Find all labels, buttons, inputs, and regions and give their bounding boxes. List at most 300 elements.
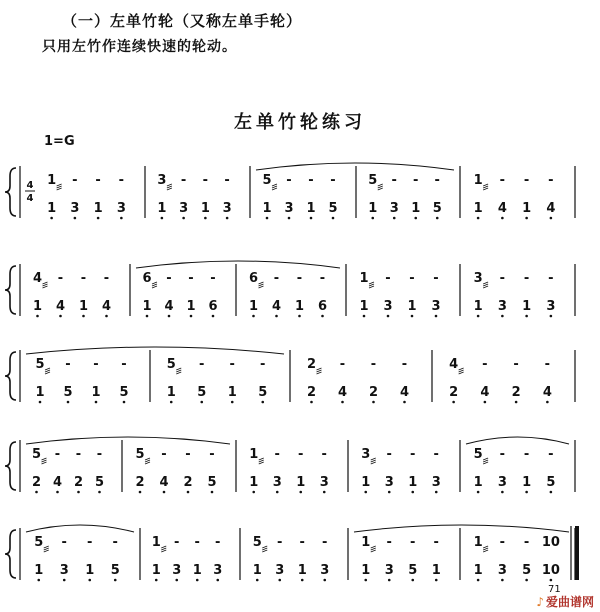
bass-note: 1 (473, 299, 483, 314)
dash-extend: - (386, 447, 392, 462)
dash-extend: - (548, 447, 554, 462)
tremolo-mark (371, 460, 376, 462)
dash-extend: - (319, 271, 326, 286)
bass-note: 6 (317, 299, 328, 314)
tremolo-mark (42, 462, 47, 464)
bass-note: 1 (93, 201, 103, 216)
tremolo-mark (145, 458, 150, 460)
melody-note: 1 (473, 535, 483, 550)
tremolo-mark (161, 546, 166, 548)
melody-note: 5 (166, 357, 176, 372)
dash-extend: - (499, 173, 506, 188)
bass-note: 5 (408, 563, 418, 578)
tremolo-mark (152, 284, 157, 286)
tremolo-mark (43, 284, 48, 286)
bass-note: 3 (179, 201, 189, 216)
octave-dot (501, 579, 504, 582)
dash-extend: - (370, 357, 377, 372)
tremolo-mark (152, 282, 157, 284)
octave-dot (388, 491, 391, 494)
bass-note: 1 (408, 475, 418, 490)
tremolo-mark (369, 286, 374, 288)
dash-extend: - (548, 173, 554, 188)
octave-dot (114, 579, 117, 582)
bass-note: 2 (306, 385, 317, 400)
tremolo-mark (57, 188, 62, 190)
bass-note: 1 (248, 299, 259, 314)
octave-dot (182, 217, 185, 220)
melody-note: 5 (368, 173, 378, 188)
octave-dot (266, 217, 269, 220)
dash-extend: - (166, 271, 172, 286)
bass-note: 1 (473, 475, 483, 490)
tremolo-mark (45, 370, 50, 372)
dash-extend: - (413, 173, 419, 188)
dash-extend: - (499, 447, 506, 462)
bass-note: 3 (222, 201, 232, 216)
octave-dot (525, 491, 528, 494)
octave-dot (323, 579, 326, 582)
bass-note: 3 (320, 563, 330, 578)
tremolo-mark (42, 460, 47, 462)
tremolo-mark (42, 458, 47, 460)
slur (26, 437, 230, 444)
dash-extend: - (523, 447, 530, 462)
bass-note: 10 (541, 563, 560, 578)
bass-note: 1 (192, 563, 202, 578)
bass-note: 3 (275, 563, 285, 578)
bass-note: 1 (359, 299, 369, 314)
octave-dot (550, 491, 553, 494)
bass-note: 1 (252, 563, 262, 578)
melody-note: 4 (449, 357, 459, 372)
section-description: 只用左竹作连续快速的轮动。 (42, 39, 237, 55)
bass-note: 5 (63, 385, 73, 400)
dash-extend: - (174, 535, 180, 550)
bass-note: 3 (497, 475, 507, 490)
bass-note: 1 (200, 201, 210, 216)
dash-extend: - (72, 173, 78, 188)
tremolo-mark (371, 546, 376, 548)
tremolo-mark (317, 372, 322, 374)
tremolo-mark (176, 370, 181, 372)
bass-note: 3 (319, 475, 329, 490)
bass-note: 5 (94, 475, 105, 490)
melody-note: 5 (473, 447, 483, 462)
tremolo-mark (259, 462, 264, 464)
time-sig-numerator: 4 (26, 180, 34, 191)
octave-dot (550, 579, 553, 582)
bass-note: 4 (497, 201, 507, 216)
melody-note: 2 (306, 357, 317, 372)
octave-dot (97, 217, 100, 220)
bass-note: 3 (70, 201, 80, 216)
tremolo-mark (371, 458, 376, 460)
slur (466, 437, 569, 444)
bass-note: 5 (197, 385, 207, 400)
octave-dot (550, 315, 553, 318)
octave-dot (256, 579, 259, 582)
tremolo-mark (176, 372, 181, 374)
tremolo-mark (483, 462, 488, 464)
bass-note: 1 (85, 563, 95, 578)
bass-note: 1 (522, 475, 532, 490)
tremolo-mark (262, 546, 267, 548)
octave-dot (501, 491, 504, 494)
bass-note: 2 (135, 475, 145, 490)
dash-extend: - (286, 173, 292, 188)
melody-note: 5 (262, 173, 272, 188)
dash-extend: - (548, 271, 554, 286)
dash-extend: - (194, 535, 200, 550)
octave-dot (477, 315, 480, 318)
slur (26, 347, 284, 354)
octave-dot (501, 217, 504, 220)
octave-dot (310, 401, 313, 404)
octave-dot (436, 217, 439, 220)
tremolo-mark (272, 184, 277, 186)
page-number: 71 (548, 584, 561, 595)
tremolo-mark (161, 550, 166, 552)
octave-dot (546, 401, 549, 404)
tremolo-mark (459, 372, 464, 374)
bass-note: 3 (213, 563, 223, 578)
tremolo-mark (272, 186, 277, 188)
dash-extend: - (321, 447, 327, 462)
bass-note: 1 (411, 201, 421, 216)
dash-extend: - (277, 535, 283, 550)
octave-dot (37, 579, 40, 582)
octave-dot (525, 315, 528, 318)
octave-dot (95, 401, 98, 404)
dash-extend: - (215, 535, 221, 550)
final-bar-thick (575, 526, 579, 580)
dash-extend: - (273, 271, 280, 286)
octave-dot (155, 579, 158, 582)
bass-note: 3 (497, 299, 507, 314)
dash-extend: - (188, 271, 194, 286)
bass-note: 4 (337, 385, 348, 400)
bass-note: 3 (546, 299, 556, 314)
octave-dot (298, 315, 301, 318)
bass-note: 4 (480, 385, 490, 400)
melody-note: 1 (473, 173, 483, 188)
system-brace (5, 442, 16, 490)
bass-note: 1 (91, 385, 101, 400)
octave-dot (525, 217, 528, 220)
octave-dot (50, 217, 53, 220)
dash-extend: - (54, 447, 61, 462)
slur (354, 525, 569, 532)
octave-dot (435, 315, 438, 318)
dash-extend: - (433, 271, 439, 286)
melody-note: 3 (361, 447, 371, 462)
octave-dot (550, 217, 553, 220)
octave-dot (364, 491, 367, 494)
melody-note: 3 (157, 173, 167, 188)
octave-dot (63, 579, 66, 582)
dash-extend: - (434, 173, 440, 188)
octave-dot (501, 315, 504, 318)
tremolo-mark (259, 282, 264, 284)
tremolo-mark (369, 282, 374, 284)
dash-extend: - (57, 271, 64, 286)
melody-note: 1 (47, 173, 57, 188)
octave-dot (403, 401, 406, 404)
piece-title: 左单竹轮练习 (234, 112, 366, 133)
dash-extend: - (544, 357, 551, 372)
dash-extend: - (499, 271, 506, 286)
octave-dot (275, 315, 278, 318)
bass-note: 1 (157, 201, 167, 216)
bass-note: 1 (361, 563, 371, 578)
tremolo-mark (57, 184, 62, 186)
dash-extend: - (482, 357, 488, 372)
bass-note: 1 (227, 385, 237, 400)
dash-extend: - (409, 271, 415, 286)
dash-extend: - (229, 357, 235, 372)
octave-dot (388, 579, 391, 582)
dash-extend: - (112, 535, 118, 550)
dash-extend: - (523, 173, 530, 188)
octave-dot (146, 315, 149, 318)
tremolo-mark (259, 460, 264, 462)
dash-extend: - (180, 173, 187, 188)
octave-dot (477, 217, 480, 220)
octave-dot (371, 217, 374, 220)
bass-note: 4 (399, 385, 410, 400)
bass-note: 2 (511, 385, 521, 400)
system-brace (5, 352, 16, 400)
bass-note: 3 (284, 201, 294, 216)
tremolo-mark (259, 284, 264, 286)
octave-dot (74, 217, 77, 220)
octave-dot (301, 579, 304, 582)
bass-note: 1 (294, 299, 305, 314)
dash-extend: - (210, 271, 216, 286)
slur (256, 163, 454, 170)
bass-note: 1 (296, 475, 306, 490)
octave-dot (212, 315, 215, 318)
dash-extend: - (118, 173, 125, 188)
bass-note: 4 (55, 299, 66, 314)
bass-note: 4 (164, 299, 174, 314)
bass-note: 2 (449, 385, 459, 400)
tremolo-mark (259, 286, 264, 288)
tremolo-mark (371, 548, 376, 550)
octave-dot (88, 579, 91, 582)
melody-note: 1 (361, 535, 371, 550)
tremolo-mark (483, 546, 488, 548)
dash-extend: - (308, 173, 314, 188)
bass-note: 1 (47, 201, 57, 216)
bass-note: 2 (31, 475, 42, 490)
bass-note: 1 (142, 299, 152, 314)
melody-note: 5 (34, 535, 44, 550)
octave-dot (216, 579, 219, 582)
tremolo-mark (483, 460, 488, 462)
bass-note: 1 (262, 201, 272, 216)
octave-dot (98, 491, 101, 494)
bass-note: 3 (116, 201, 126, 216)
tremolo-mark (378, 184, 383, 186)
tremolo-mark (145, 460, 150, 462)
tremolo-mark (145, 462, 150, 464)
octave-dot (163, 491, 166, 494)
tremolo-mark (262, 548, 267, 550)
dash-extend: - (499, 535, 506, 550)
octave-dot (82, 315, 85, 318)
bass-note: 6 (208, 299, 218, 314)
octave-dot (363, 315, 366, 318)
octave-dot (261, 401, 264, 404)
octave-dot (226, 217, 229, 220)
octave-dot (411, 315, 414, 318)
bass-note: 4 (271, 299, 282, 314)
octave-dot (387, 315, 390, 318)
bass-note: 1 (78, 299, 89, 314)
tremolo-mark (161, 548, 166, 550)
system-brace (5, 266, 16, 314)
bass-note: 1 (306, 201, 316, 216)
octave-dot (364, 579, 367, 582)
bass-note: 3 (272, 475, 282, 490)
octave-dot (372, 401, 375, 404)
octave-dot (231, 401, 234, 404)
tremolo-mark (43, 286, 48, 288)
tremolo-mark (459, 370, 464, 372)
bass-note: 4 (52, 475, 63, 490)
bass-note: 5 (432, 201, 442, 216)
bass-note: 1 (35, 385, 45, 400)
bass-note: 4 (542, 385, 552, 400)
bass-note: 3 (431, 475, 441, 490)
octave-dot (36, 315, 39, 318)
bass-note: 4 (159, 475, 169, 490)
tremolo-mark (176, 368, 181, 370)
dash-extend: - (96, 447, 103, 462)
melody-note: 1 (151, 535, 161, 550)
octave-dot (525, 579, 528, 582)
octave-dot (411, 579, 414, 582)
octave-dot (276, 491, 279, 494)
dash-extend: - (433, 447, 439, 462)
tremolo-mark (483, 188, 488, 190)
octave-dot (393, 217, 396, 220)
bass-note: 1 (522, 299, 532, 314)
dash-extend: - (185, 447, 191, 462)
bass-note: 5 (328, 201, 338, 216)
bass-note: 1 (431, 563, 441, 578)
tremolo-mark (44, 546, 49, 548)
bass-note: 4 (101, 299, 112, 314)
bass-note: 3 (383, 299, 393, 314)
dash-extend: - (75, 447, 82, 462)
octave-dot (187, 491, 190, 494)
tremolo-mark (483, 282, 488, 284)
octave-dot (299, 491, 302, 494)
tremolo-mark (483, 184, 488, 186)
tremolo-mark (369, 284, 374, 286)
tremolo-mark (57, 186, 62, 188)
octave-dot (204, 217, 207, 220)
octave-dot (123, 401, 126, 404)
tremolo-mark (459, 368, 464, 370)
tremolo-mark (45, 368, 50, 370)
bass-note: 5 (207, 475, 217, 490)
logo-icon: ♪ (536, 595, 544, 609)
octave-dot (211, 491, 214, 494)
dash-extend: - (209, 447, 215, 462)
bass-note: 1 (361, 475, 371, 490)
dash-extend: - (513, 357, 519, 372)
dash-extend: - (523, 271, 530, 286)
dash-extend: - (410, 535, 416, 550)
dash-extend: - (199, 357, 205, 372)
bass-note: 5 (522, 563, 532, 578)
tremolo-mark (259, 458, 264, 460)
octave-dot (252, 491, 255, 494)
tremolo-mark (371, 550, 376, 552)
dash-extend: - (161, 447, 167, 462)
octave-dot (168, 315, 171, 318)
octave-dot (39, 401, 42, 404)
octave-dot (477, 491, 480, 494)
tremolo-mark (44, 550, 49, 552)
bass-note: 5 (258, 385, 268, 400)
octave-dot (190, 315, 193, 318)
section-heading: （一）左单竹轮（又称左单手轮） (62, 12, 303, 30)
dash-extend: - (202, 173, 209, 188)
melody-note: 5 (252, 535, 262, 550)
tremolo-mark (317, 368, 322, 370)
dash-extend: - (322, 535, 328, 550)
slur (136, 261, 340, 268)
bass-note: 1 (151, 563, 161, 578)
octave-dot (310, 217, 313, 220)
octave-dot (170, 401, 173, 404)
octave-dot (67, 401, 70, 404)
dash-extend: - (296, 271, 303, 286)
dash-extend: - (433, 535, 439, 550)
octave-dot (278, 579, 281, 582)
dash-extend: - (299, 535, 305, 550)
melody-note: 5 (35, 357, 45, 372)
tremolo-mark (483, 548, 488, 550)
tremolo-mark (43, 282, 48, 284)
octave-dot (120, 217, 123, 220)
melody-note: 6 (248, 271, 259, 286)
dash-extend: - (65, 357, 71, 372)
tremolo-mark (45, 372, 50, 374)
dash-extend: - (274, 447, 280, 462)
bass-note: 3 (384, 563, 394, 578)
bass-note: 3 (389, 201, 399, 216)
bass-note: 1 (32, 299, 43, 314)
octave-dot (452, 401, 455, 404)
bass-note: 1 (297, 563, 307, 578)
bass-note: 3 (59, 563, 69, 578)
dash-extend: - (386, 535, 392, 550)
dash-extend: - (339, 357, 346, 372)
octave-dot (484, 401, 487, 404)
key-signature: 1=G (44, 134, 75, 149)
octave-dot (323, 491, 326, 494)
bass-note: 1 (473, 201, 483, 216)
melody-note: 4 (32, 271, 43, 286)
bass-note: 1 (186, 299, 196, 314)
system-brace (5, 168, 16, 216)
